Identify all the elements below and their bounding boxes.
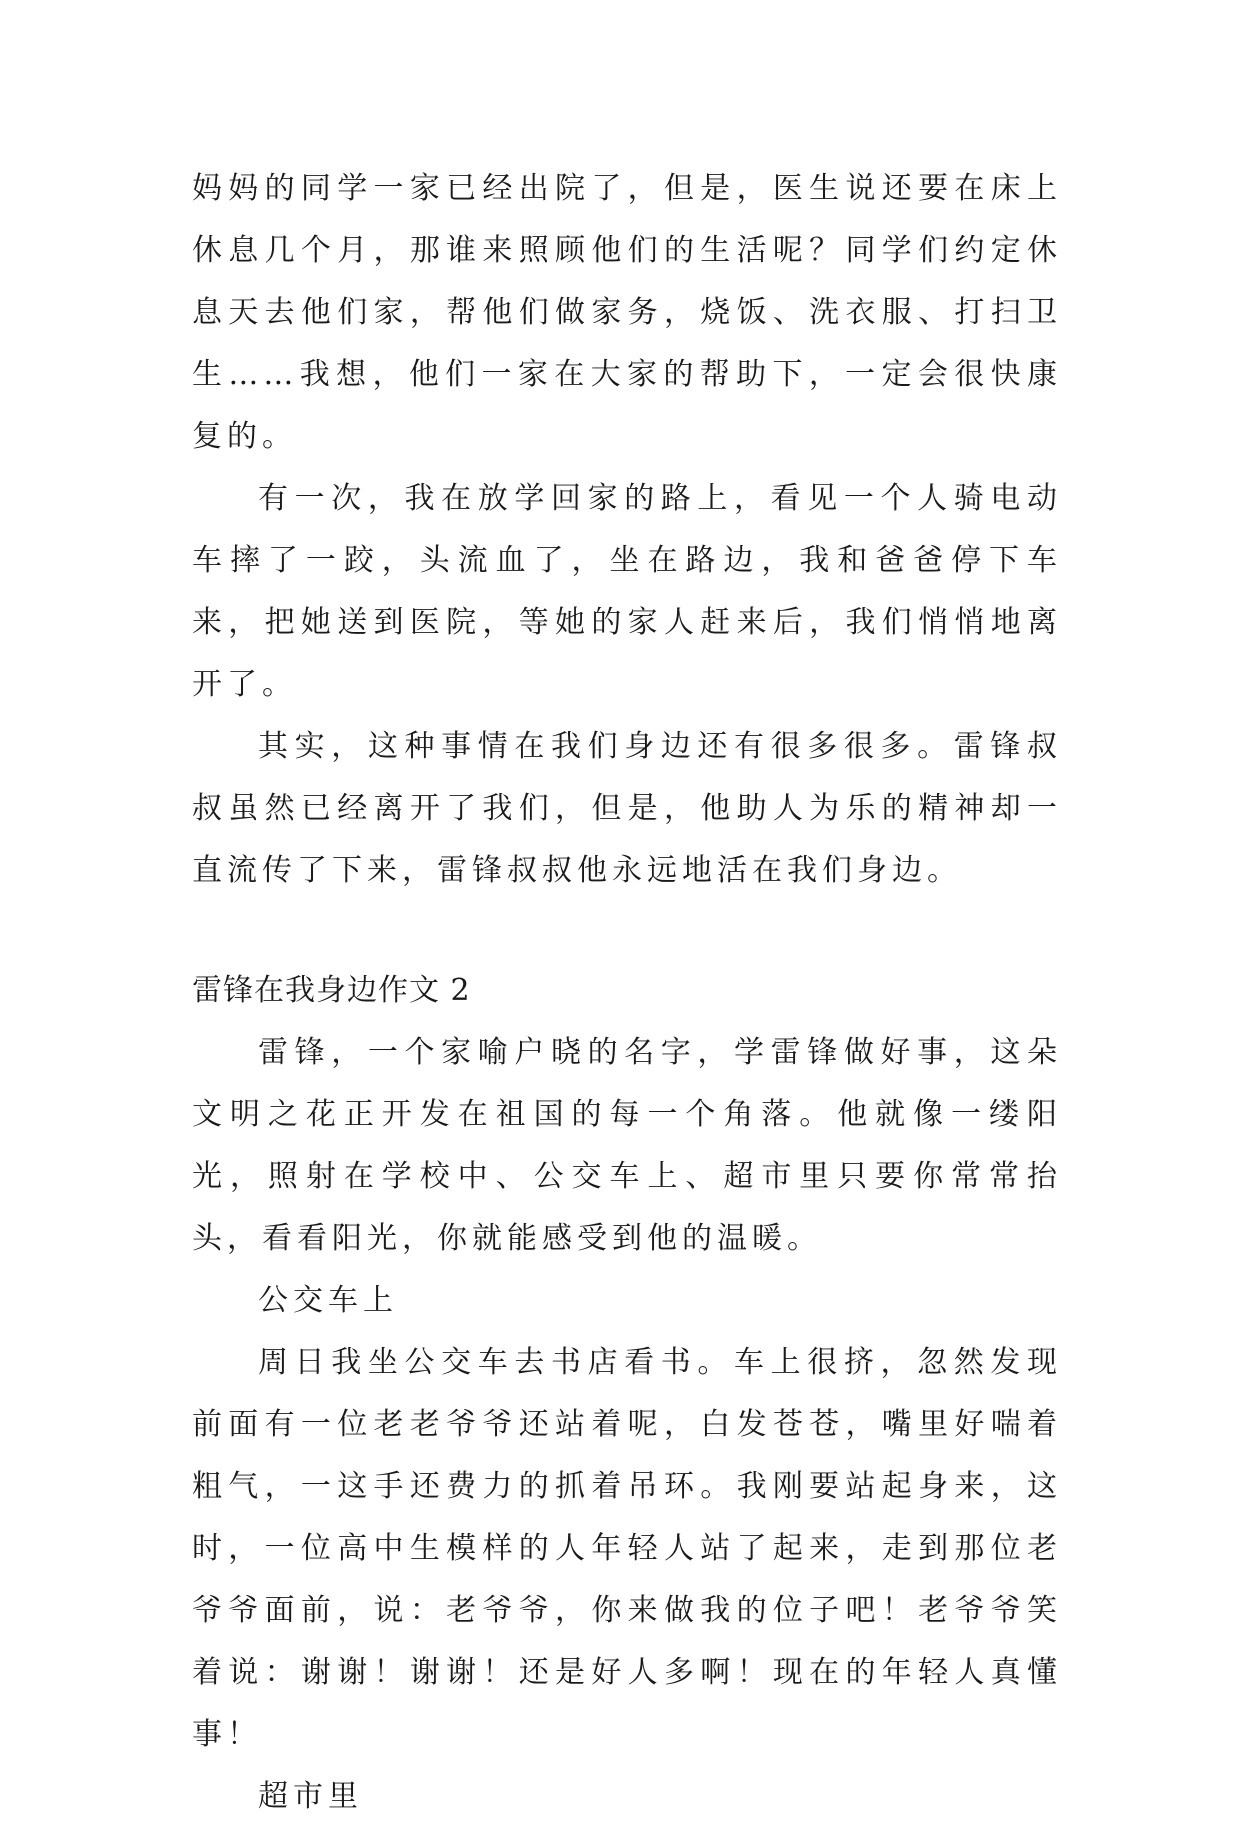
paragraph-intro: 雷锋，一个家喻户晓的名字，学雷锋做好事，这朵文明之花正开发在祖国的每一个角落。他就像一缕阳光，照射在学校中、公交车上、超市里只要你常常抬头，看看阳光，你就能感受到他的温暖。 xyxy=(192,1035,1062,1256)
subheading-supermarket: 超市里 xyxy=(258,1779,363,1814)
paragraph-electric-bike: 有一次，我在放学回家的路上，看见一个人骑电动车摔了一跤，头流血了，坐在路边，我和爸爸停下车来，把她送到医院，等她的家人赶来后，我们悄悄地离开了。 xyxy=(192,481,1062,702)
section-title: 雷锋在我身边作文 2 xyxy=(192,973,471,1008)
paragraph-hospital-family: 妈妈的同学一家已经出院了，但是，医生说还要在床上休息几个月，那谁来照顾他们的生活呢？同学们约定休息天去他们家，帮他们做家务，烧饭、洗衣服、打扫卫生……我想，他们一家在大家的帮助下，一定会很快康复的。 xyxy=(192,171,1062,454)
document-body xyxy=(192,158,1062,1828)
paragraph-lei-feng-spirit: 其实，这种事情在我们身边还有很多很多。雷锋叔叔虽然已经离开了我们，但是，他助人为乐的精神却一直流传了下来，雷锋叔叔他永远地活在我们身边。 xyxy=(192,729,1062,888)
paragraph-bus-story: 周日我坐公交车去书店看书。车上很挤，忽然发现前面有一位老老爷爷还站着呢，白发苍苍，嘴里好喘着粗气，一这手还费力的抓着吊环。我刚要站起身来，这时，一位高中生模样的人年轻人站了起来，走到那位老爷爷面前，说：老爷爷，你来做我的位子吧！老爷爷笑着说：谢谢！谢谢！还是好人多啊！现在的年轻人真懂事！ xyxy=(192,1345,1062,1752)
section-spacer xyxy=(192,902,1062,960)
subheading-bus: 公交车上 xyxy=(258,1283,398,1318)
